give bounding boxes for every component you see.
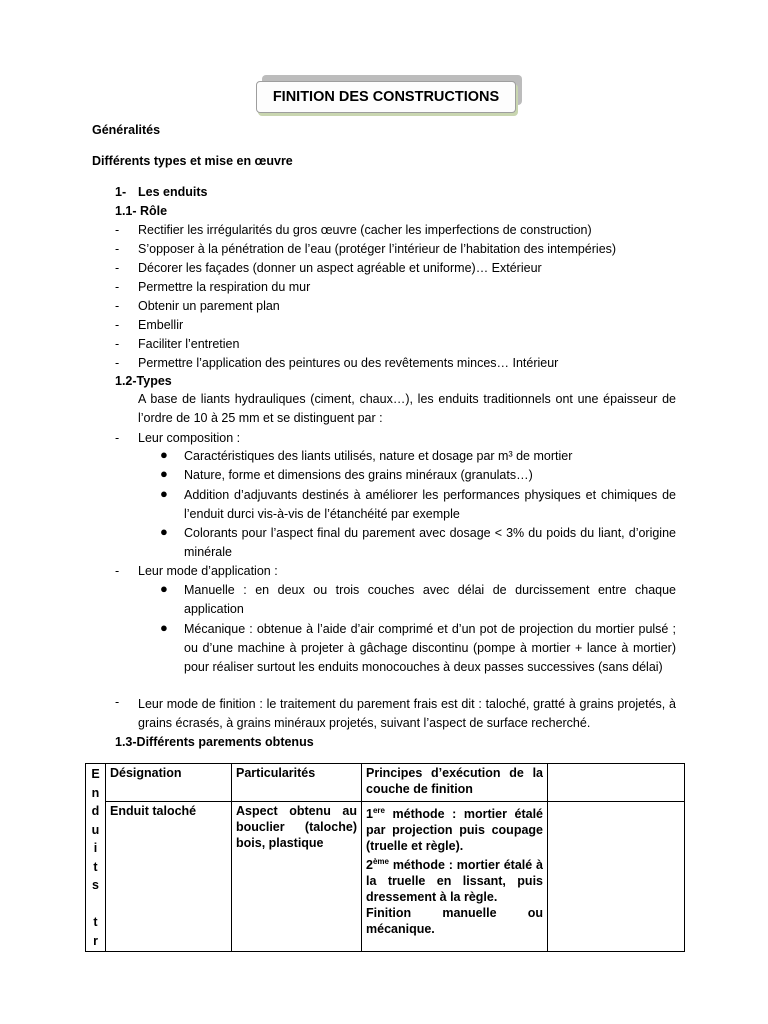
method-2-number: 2 xyxy=(366,858,373,873)
method-2 xyxy=(366,854,543,905)
section-1-2-heading: 1.2-Types xyxy=(115,374,172,388)
section-1-1-heading: 1.1- Rôle xyxy=(115,204,168,218)
section-1-3-heading: 1.3-Différents parements obtenus xyxy=(115,735,314,749)
vertical-label-cell xyxy=(86,764,106,952)
composition-item: Addition d’adjuvants destinés à améliorer les performances physiques et chimiques de l’enduit durci vis-à-vis de l’étanchéité par exemple xyxy=(184,488,676,521)
section-1-label: Les enduits xyxy=(138,185,208,199)
finition-paragraph: Leur mode de finition : le traitement du parement frais est dit : taloché, gratté à grains projetés, à grains écrasés, à grains minéraux projetés, suivant l’aspect de surface recherché. xyxy=(138,697,676,730)
method-1-ordinal: ere xyxy=(372,806,385,816)
dash-bullet: - xyxy=(115,356,120,370)
list-item-text: Décorer les façades (donner un aspect agréable et uniforme)… Extérieur xyxy=(138,261,542,275)
table-cell-principes xyxy=(362,802,548,952)
round-bullet: ● xyxy=(160,447,168,462)
list-item-text: S’opposer à la pénétration de l’eau (protéger l’intérieur de l’habitation des intempéries) xyxy=(138,242,617,256)
composition-item xyxy=(184,447,676,466)
page-title: FINITION DES CONSTRUCTIONS xyxy=(256,81,516,113)
vertical-letter: i xyxy=(93,841,98,855)
method-1 xyxy=(366,803,543,854)
composition-item: Colorants pour l’aspect final du parement avec dosage < 3% du poids du liant, d’origine minérale xyxy=(184,526,676,559)
vertical-letter: E xyxy=(91,767,100,781)
table-header-designation: Désignation xyxy=(106,764,232,802)
vertical-letter: u xyxy=(91,822,100,837)
section-1-number: 1- xyxy=(115,185,127,199)
application-label: Leur mode d’application : xyxy=(138,564,278,578)
vertical-letter: s xyxy=(92,878,99,892)
table-header-empty xyxy=(548,764,685,802)
table-header-principes: Principes d’exécution de la couche de finition xyxy=(362,764,548,802)
table-header-row xyxy=(86,764,685,802)
dash-bullet: - xyxy=(115,318,120,332)
round-bullet: ● xyxy=(160,581,168,596)
dash-bullet: - xyxy=(115,223,120,237)
list-item-text: Faciliter l’entretien xyxy=(138,337,240,351)
round-bullet: ● xyxy=(160,466,168,481)
dash-bullet: - xyxy=(115,695,120,709)
method-2-ordinal: ème xyxy=(372,857,389,867)
list-item-text: Permettre l’application des peintures ou des revêtements minces… Intérieur xyxy=(138,356,559,370)
vertical-letter: n xyxy=(91,785,100,800)
list-item-text: Permettre la respiration du mur xyxy=(138,280,311,294)
round-bullet: ● xyxy=(160,524,168,539)
dash-bullet: - xyxy=(115,261,120,275)
table-cell-particularites: Aspect obtenu au bouclier (taloche) bois, plastique xyxy=(232,802,362,952)
table-row xyxy=(86,802,685,952)
parements-table xyxy=(85,763,685,952)
heading-types: Différents types et mise en œuvre xyxy=(92,154,293,168)
list-item-text: Rectifier les irrégularités du gros œuvre (cacher les imperfections de construction) xyxy=(138,223,592,237)
vertical-letter: t xyxy=(93,915,98,929)
dash-bullet: - xyxy=(115,564,120,578)
finition-note: Finition manuelle ou mécanique. xyxy=(366,906,543,937)
table-cell-designation: Enduit taloché xyxy=(106,802,232,952)
round-bullet: ● xyxy=(160,486,168,501)
vertical-letter: d xyxy=(91,804,100,818)
types-intro-paragraph: A base de liants hydrauliques (ciment, chaux…), les enduits traditionnels ont une épaisseur de l’ordre de 10 à 25 mm et se distinguent par : xyxy=(138,392,676,425)
composition-item-text: Nature, forme et dimensions des grains minéraux (granulats…) xyxy=(184,468,533,482)
application-item: Manuelle : en deux ou trois couches avec délai de durcissement entre chaque application xyxy=(184,583,676,616)
list-item-text: Embellir xyxy=(138,318,184,332)
list-item-text: Obtenir un parement plan xyxy=(138,299,280,313)
vertical-letter-spacer xyxy=(86,895,105,914)
dash-bullet: - xyxy=(115,431,120,445)
dash-bullet: - xyxy=(115,299,120,313)
heading-generalites: Généralités xyxy=(92,123,161,137)
dash-bullet: - xyxy=(115,280,120,294)
application-item: Mécanique : obtenue à l’aide d’air comprimé et d’un pot de projection du mortier pulsé ; ou d’une machine à projeter à gâchage discontinu (pompe à mortier + lance à mortier) pour réaliser surtout les enduits monocouches à deux passes successives (sans délai) xyxy=(184,622,676,674)
method-1-text: méthode : mortier étalé par projection puis coupage (truelle et règle). xyxy=(366,807,543,854)
vertical-letter: t xyxy=(93,859,98,874)
table-header-particularites: Particularités xyxy=(232,764,362,802)
composition-label: Leur composition : xyxy=(138,431,241,445)
composition-item xyxy=(184,466,676,485)
round-bullet: ● xyxy=(160,620,168,635)
method-2-text: méthode : mortier étalé à la truelle en lissant, puis dressement à la règle. xyxy=(366,858,543,905)
table-cell-extra xyxy=(548,802,685,952)
dash-bullet: - xyxy=(115,242,120,256)
composition-item-text: Caractéristiques des liants utilisés, nature et dosage par m³ de mortier xyxy=(184,449,573,463)
dash-bullet: - xyxy=(115,337,120,351)
method-1-number: 1 xyxy=(366,807,373,822)
title-banner xyxy=(256,75,522,113)
vertical-letter: r xyxy=(93,933,98,948)
